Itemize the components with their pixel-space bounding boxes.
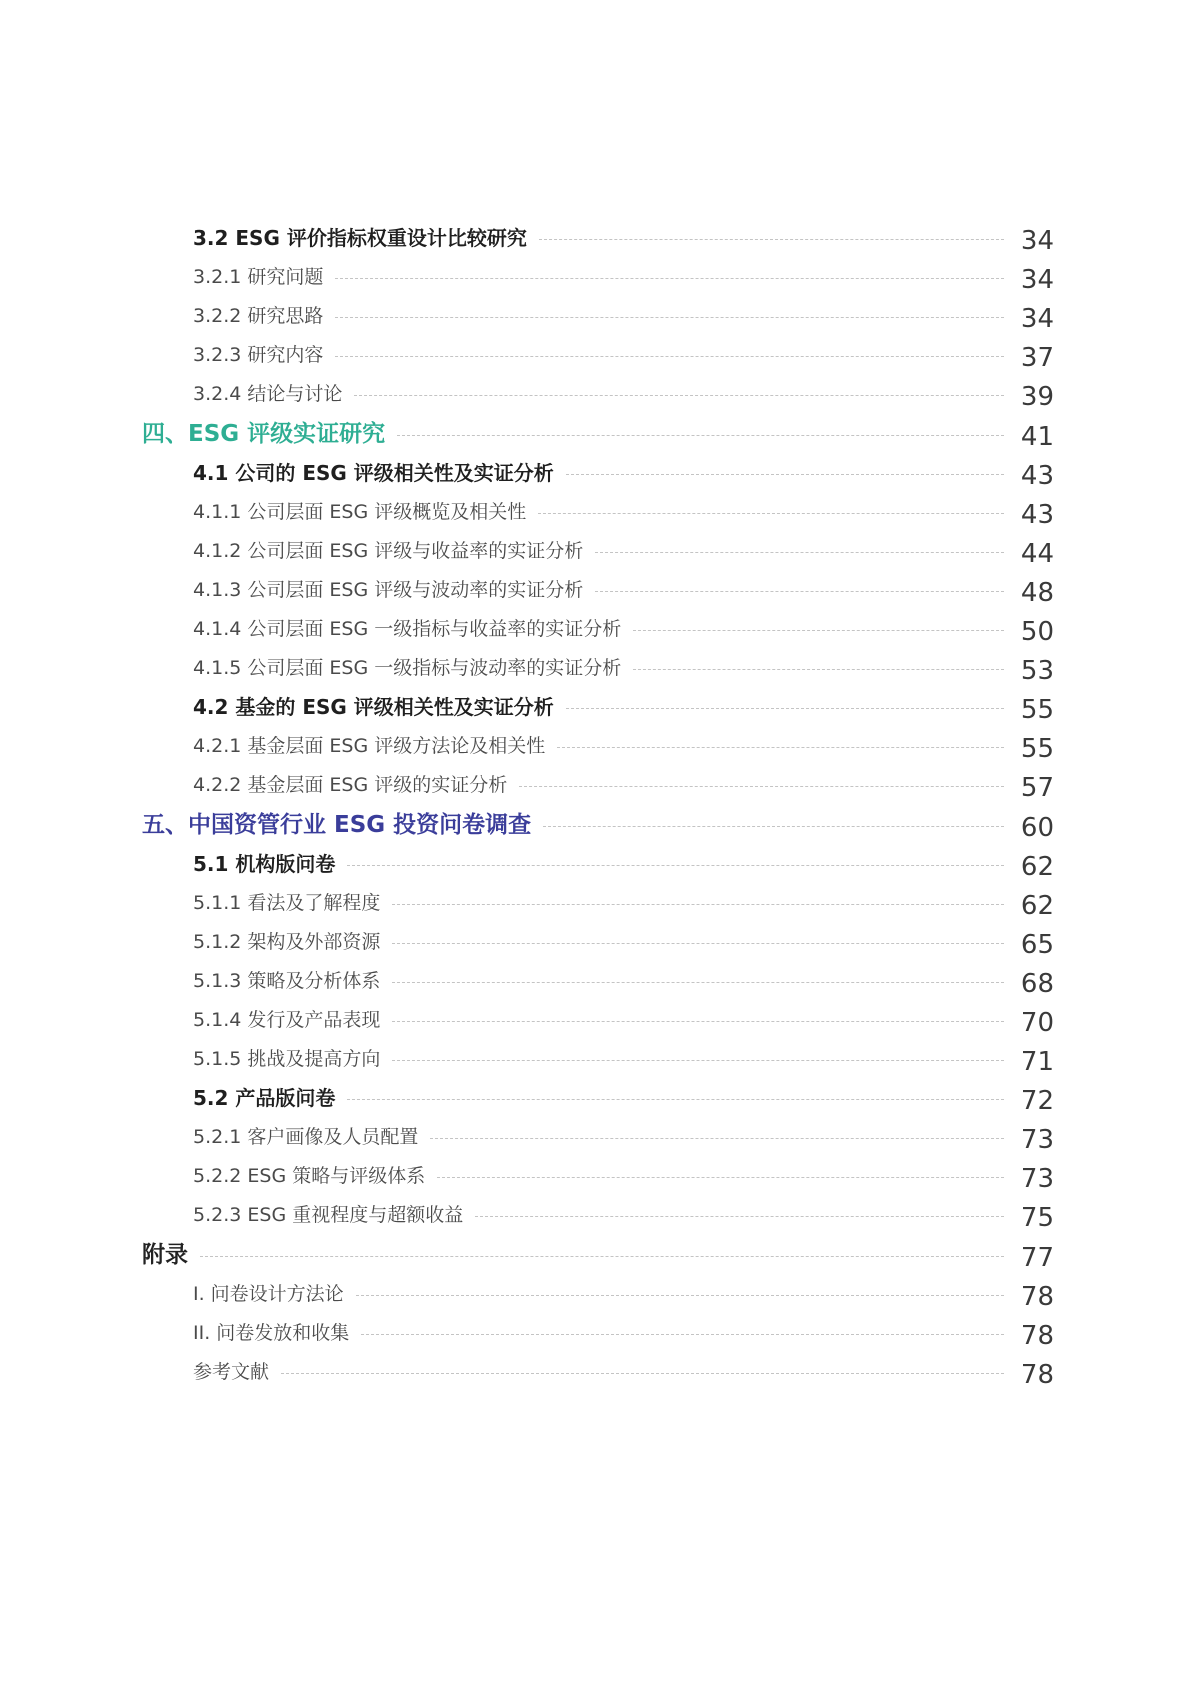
toc-page-number: 44 (1020, 539, 1054, 569)
toc-page-number: 43 (1020, 461, 1054, 491)
toc-entry-subsection[interactable] (0, 882, 1190, 924)
toc-entry-section[interactable] (0, 1077, 1190, 1119)
toc-page-number: 78 (1020, 1282, 1054, 1312)
toc-entry-label: 5.1.1 看法及了解程度 (193, 892, 381, 914)
dotted-leader (633, 630, 1004, 631)
dotted-leader (335, 278, 1004, 279)
toc-entry-section[interactable] (0, 686, 1190, 728)
dotted-leader (566, 708, 1004, 709)
toc-page-number: 73 (1020, 1164, 1054, 1194)
dotted-leader (347, 865, 1004, 866)
dotted-leader (356, 1295, 1004, 1296)
toc-page-number: 78 (1020, 1321, 1054, 1351)
toc-page-number: 50 (1020, 617, 1054, 647)
toc-page-number: 55 (1020, 734, 1054, 764)
toc-entry-subsection[interactable] (0, 921, 1190, 963)
toc-entry-subsection[interactable] (0, 373, 1190, 415)
toc-chapter-label: 四、ESG 评级实证研究 (142, 421, 386, 447)
dotted-leader (519, 786, 1004, 787)
toc-page-number: 75 (1020, 1203, 1054, 1233)
toc-entry-label: 4.2.2 基金层面 ESG 评级的实证分析 (193, 774, 508, 796)
dotted-leader (361, 1334, 1004, 1335)
toc-entry-label: 4.1 公司的 ESG 评级相关性及实证分析 (193, 461, 554, 485)
dotted-leader (347, 1099, 1004, 1100)
toc-entry-section[interactable] (0, 452, 1190, 494)
toc-chapter-label: 附录 (142, 1242, 188, 1268)
toc-entry-subsection[interactable] (0, 1273, 1190, 1315)
toc-entry-chapter[interactable] (0, 804, 1190, 846)
toc-page-number: 41 (1020, 422, 1054, 452)
toc-entry-label: 4.1.2 公司层面 ESG 评级与收益率的实证分析 (193, 540, 584, 562)
dotted-leader (281, 1373, 1004, 1374)
toc-entry-label: 3.2.4 结论与讨论 (193, 383, 343, 405)
toc-entry-subsection[interactable] (0, 725, 1190, 767)
toc-page-number: 55 (1020, 695, 1054, 725)
toc-page-number: 72 (1020, 1086, 1054, 1116)
toc-page-number: 77 (1020, 1243, 1054, 1273)
dotted-leader (335, 356, 1004, 357)
toc-page-number: 68 (1020, 969, 1054, 999)
dotted-leader (437, 1177, 1004, 1178)
toc-page-number: 78 (1020, 1360, 1054, 1390)
toc-entry-label: 5.1.5 挑战及提高方向 (193, 1048, 381, 1070)
toc-page-number: 73 (1020, 1125, 1054, 1155)
toc-entry-subsection[interactable] (0, 999, 1190, 1041)
toc-entry-label: 5.1.4 发行及产品表现 (193, 1009, 381, 1031)
toc-entry-label: 3.2.1 研究问题 (193, 266, 324, 288)
toc-page-number: 70 (1020, 1008, 1054, 1038)
toc-page-number: 48 (1020, 578, 1054, 608)
toc-entry-label: 5.2.3 ESG 重视程度与超额收益 (193, 1204, 464, 1226)
toc-page-number: 43 (1020, 500, 1054, 530)
dotted-leader (392, 904, 1004, 905)
toc-entry-section[interactable] (0, 217, 1190, 259)
toc-entry-label: 参考文献 (193, 1361, 270, 1383)
toc-entry-subsection[interactable] (0, 491, 1190, 533)
toc-entry-subsection[interactable] (0, 530, 1190, 572)
dotted-leader (397, 435, 1004, 436)
toc-entry-chapter[interactable] (0, 413, 1190, 455)
toc-entry-subsection[interactable] (0, 1312, 1190, 1354)
toc-entry-subsection[interactable] (0, 764, 1190, 806)
toc-entry-label: 3.2.2 研究思路 (193, 305, 324, 327)
toc-entry-label: 4.1.1 公司层面 ESG 评级概览及相关性 (193, 501, 527, 523)
toc-entry-label: 5.2.2 ESG 策略与评级体系 (193, 1165, 426, 1187)
dotted-leader (475, 1216, 1004, 1217)
toc-entry-subsection[interactable] (0, 1194, 1190, 1236)
dotted-leader (543, 826, 1004, 827)
toc-entry-label: 4.2 基金的 ESG 评级相关性及实证分析 (193, 695, 554, 719)
toc-entry-label: II. 问卷发放和收集 (193, 1322, 350, 1344)
toc-page-number: 39 (1020, 382, 1054, 412)
toc-entry-subsection[interactable] (0, 960, 1190, 1002)
toc-entry-label: I. 问卷设计方法论 (193, 1283, 344, 1305)
toc-page-number: 53 (1020, 656, 1054, 686)
toc-page-number: 65 (1020, 930, 1054, 960)
toc-entry-subsection[interactable] (0, 256, 1190, 298)
dotted-leader (595, 591, 1004, 592)
toc-entry-subsection[interactable] (0, 1038, 1190, 1080)
toc-entry-appendix[interactable] (0, 1234, 1190, 1276)
toc-page-number: 62 (1020, 891, 1054, 921)
toc-page-number: 57 (1020, 773, 1054, 803)
dotted-leader (538, 513, 1004, 514)
toc-entry-subsection[interactable] (0, 334, 1190, 376)
toc-entry-label: 5.1.2 架构及外部资源 (193, 931, 381, 953)
toc-page-number: 62 (1020, 852, 1054, 882)
dotted-leader (539, 239, 1004, 240)
toc-entry-section[interactable] (0, 843, 1190, 885)
toc-entry-label: 5.2 产品版问卷 (193, 1086, 336, 1110)
dotted-leader (557, 747, 1004, 748)
toc-entry-subsection[interactable] (0, 647, 1190, 689)
toc-page-number: 60 (1020, 813, 1054, 843)
toc-entry-subsection[interactable] (0, 569, 1190, 611)
toc-entry-label: 3.2 ESG 评价指标权重设计比较研究 (193, 226, 527, 250)
dotted-leader (430, 1138, 1004, 1139)
toc-page-number: 34 (1020, 226, 1054, 256)
dotted-leader (200, 1256, 1004, 1257)
dotted-leader (392, 943, 1004, 944)
toc-entry-label: 5.1.3 策略及分析体系 (193, 970, 381, 992)
toc-entry-subsection[interactable] (0, 295, 1190, 337)
toc-entry-label: 4.1.5 公司层面 ESG 一级指标与波动率的实证分析 (193, 657, 622, 679)
toc-entry-label: 4.1.4 公司层面 ESG 一级指标与收益率的实证分析 (193, 618, 622, 640)
dotted-leader (392, 1021, 1004, 1022)
dotted-leader (354, 395, 1004, 396)
toc-chapter-label: 五、中国资管行业 ESG 投资问卷调查 (142, 812, 532, 838)
toc-entry-label: 5.2.1 客户画像及人员配置 (193, 1126, 419, 1148)
toc-entry-subsection[interactable] (0, 1155, 1190, 1197)
toc-page-number: 71 (1020, 1047, 1054, 1077)
toc-entry-subsection[interactable] (0, 608, 1190, 650)
toc-entry-label: 3.2.3 研究内容 (193, 344, 324, 366)
toc-entry-subsection[interactable] (0, 1351, 1190, 1393)
toc-page-number: 34 (1020, 304, 1054, 334)
toc-page-number: 34 (1020, 265, 1054, 295)
dotted-leader (335, 317, 1004, 318)
dotted-leader (392, 1060, 1004, 1061)
dotted-leader (392, 982, 1004, 983)
dotted-leader (566, 474, 1004, 475)
toc-entry-subsection[interactable] (0, 1116, 1190, 1158)
toc-entry-label: 4.1.3 公司层面 ESG 评级与波动率的实证分析 (193, 579, 584, 601)
toc-entry-label: 4.2.1 基金层面 ESG 评级方法论及相关性 (193, 735, 546, 757)
toc-entry-label: 5.1 机构版问卷 (193, 852, 336, 876)
dotted-leader (633, 669, 1004, 670)
toc-page-number: 37 (1020, 343, 1054, 373)
dotted-leader (595, 552, 1004, 553)
